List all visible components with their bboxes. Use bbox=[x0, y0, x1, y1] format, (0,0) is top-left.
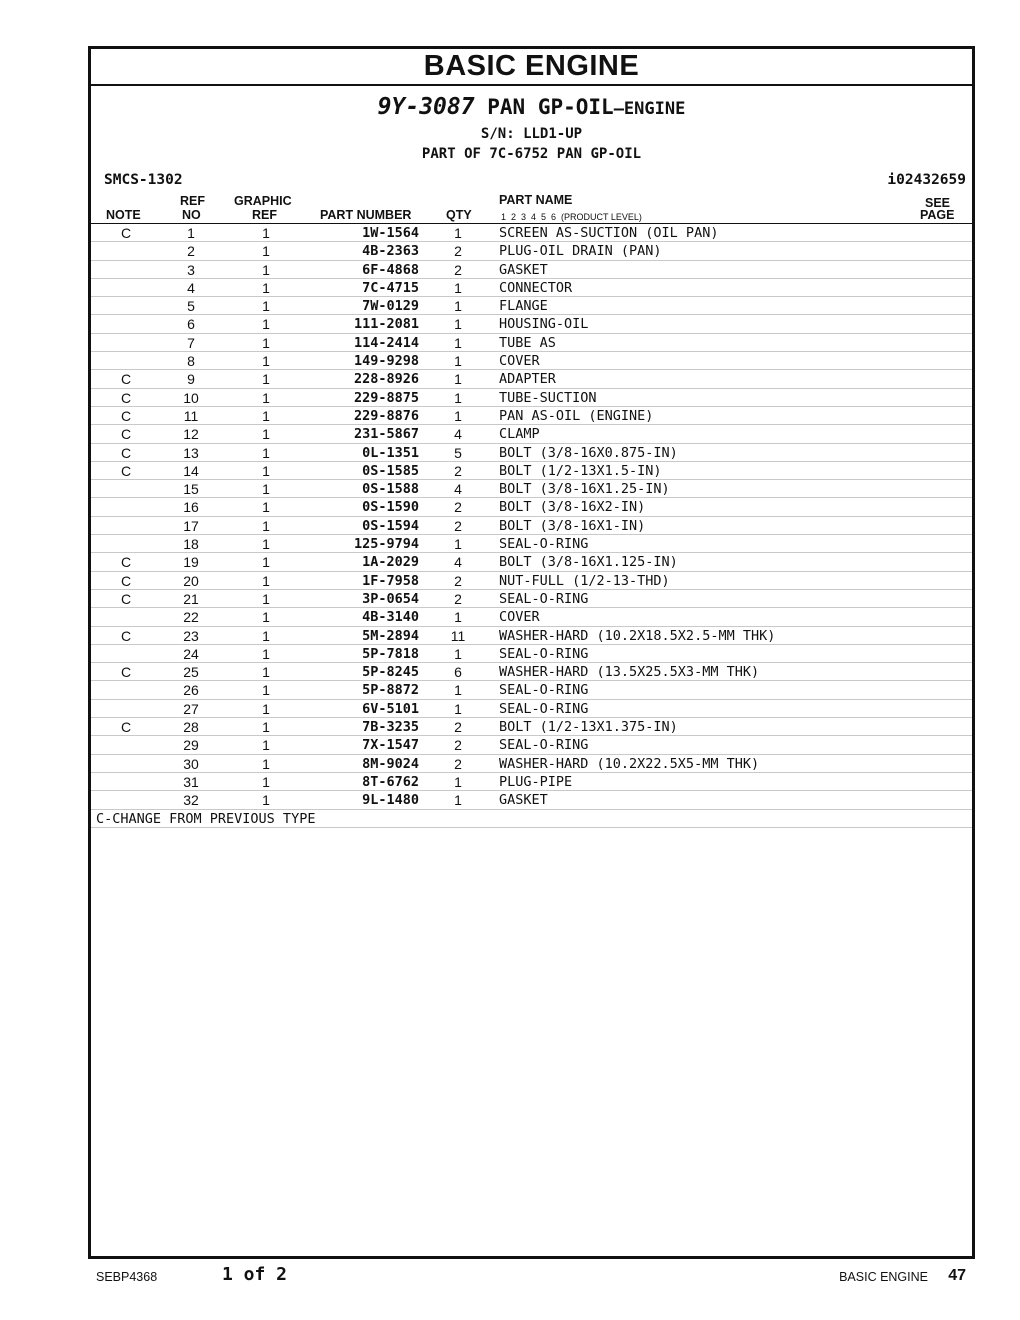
qty-cell: 2 bbox=[454, 590, 462, 607]
graphic-ref-cell: 1 bbox=[262, 627, 270, 644]
col-part-name: PART NAME bbox=[499, 193, 573, 207]
graphic-ref-cell: 1 bbox=[262, 645, 270, 662]
qty-cell: 1 bbox=[454, 353, 462, 370]
table-row bbox=[91, 389, 972, 407]
qty-cell: 11 bbox=[450, 627, 466, 644]
part-name-cell: SEAL-O-RING bbox=[499, 682, 589, 699]
note-cell: C bbox=[120, 462, 132, 479]
ref-no-cell: 13 bbox=[183, 444, 199, 461]
col-see-top: SEE bbox=[925, 196, 951, 210]
qty-cell: 4 bbox=[454, 426, 462, 443]
part-number-cell: 231-5867 bbox=[353, 426, 419, 443]
part-name-cell: PAN AS-OIL (ENGINE) bbox=[499, 407, 654, 424]
part-name-cell: CONNECTOR bbox=[499, 279, 573, 296]
table-row bbox=[91, 224, 972, 242]
table-row bbox=[91, 370, 972, 388]
footnote: C-CHANGE FROM PREVIOUS TYPE bbox=[91, 810, 972, 828]
qty-cell: 2 bbox=[454, 261, 462, 278]
ref-no-cell: 2 bbox=[187, 243, 195, 260]
graphic-ref-cell: 1 bbox=[262, 700, 270, 717]
table-row bbox=[91, 608, 972, 626]
qty-cell: 5 bbox=[454, 444, 462, 461]
table-row bbox=[91, 681, 972, 699]
graphic-ref-cell: 1 bbox=[262, 243, 270, 260]
note-cell: C bbox=[120, 590, 132, 607]
graphic-ref-cell: 1 bbox=[262, 261, 270, 278]
note-cell: C bbox=[120, 554, 132, 571]
part-number-cell: 8T-6762 bbox=[362, 773, 419, 790]
graphic-ref-cell: 1 bbox=[262, 664, 270, 681]
qty-cell: 1 bbox=[454, 334, 462, 351]
ref-no-cell: 4 bbox=[187, 279, 195, 296]
table-row bbox=[91, 334, 972, 352]
col-qty: QTY bbox=[446, 208, 472, 222]
graphic-ref-cell: 1 bbox=[262, 371, 270, 388]
footer-section: BASIC ENGINE bbox=[839, 1270, 928, 1284]
part-number-cell: 7B-3235 bbox=[362, 719, 419, 736]
table-row bbox=[91, 297, 972, 315]
ref-no-cell: 3 bbox=[187, 261, 195, 278]
part-number-cell: 0S-1588 bbox=[362, 481, 419, 498]
graphic-ref-cell: 1 bbox=[262, 572, 270, 589]
part-number-cell: 111-2081 bbox=[353, 316, 419, 333]
part-name-cell: PLUG-OIL DRAIN (PAN) bbox=[499, 243, 662, 260]
section-title: BASIC ENGINE bbox=[91, 49, 972, 86]
table-row bbox=[91, 791, 972, 809]
ref-no-cell: 17 bbox=[183, 517, 199, 534]
ref-no-cell: 14 bbox=[183, 462, 199, 479]
table-row bbox=[91, 663, 972, 681]
part-number-cell: 4B-2363 bbox=[362, 243, 419, 260]
table-row bbox=[91, 462, 972, 480]
ref-no-cell: 15 bbox=[183, 481, 199, 498]
table-row bbox=[91, 407, 972, 425]
part-number-cell: 9L-1480 bbox=[362, 792, 419, 809]
note-cell: C bbox=[120, 389, 132, 406]
qty-cell: 2 bbox=[454, 243, 462, 260]
graphic-ref-cell: 1 bbox=[262, 755, 270, 772]
part-name-cell: BOLT (3/8-16X2-IN) bbox=[499, 499, 646, 516]
table-row bbox=[91, 700, 972, 718]
part-name-cell: BOLT (1/2-13X1.5-IN) bbox=[499, 462, 662, 479]
graphic-ref-cell: 1 bbox=[262, 517, 270, 534]
note-cell: C bbox=[120, 426, 132, 443]
graphic-ref-cell: 1 bbox=[262, 536, 270, 553]
group-title bbox=[91, 94, 972, 122]
part-number-cell: 229-8876 bbox=[353, 407, 419, 424]
qty-cell: 1 bbox=[454, 609, 462, 626]
graphic-ref-cell: 1 bbox=[262, 554, 270, 571]
part-number-cell: 6V-5101 bbox=[362, 700, 419, 717]
part-name-cell: GASKET bbox=[499, 261, 548, 278]
serial-range: S/N: LLD1-UP bbox=[480, 126, 583, 142]
table-row bbox=[91, 261, 972, 279]
part-number-cell: 6F-4868 bbox=[362, 261, 419, 278]
graphic-ref-cell: 1 bbox=[262, 298, 270, 315]
table-row bbox=[91, 517, 972, 535]
ref-no-cell: 10 bbox=[183, 389, 199, 406]
qty-cell: 1 bbox=[454, 700, 462, 717]
ref-no-cell: 31 bbox=[183, 773, 199, 790]
part-name-cell: SEAL-O-RING bbox=[499, 536, 589, 553]
qty-cell: 2 bbox=[454, 517, 462, 534]
table-row bbox=[91, 425, 972, 443]
table-row bbox=[91, 352, 972, 370]
qty-cell: 1 bbox=[454, 316, 462, 333]
qty-cell: 6 bbox=[454, 664, 462, 681]
note-cell: C bbox=[120, 407, 132, 424]
note-cell: C bbox=[120, 444, 132, 461]
ref-no-cell: 32 bbox=[183, 792, 199, 809]
qty-cell: 1 bbox=[454, 792, 462, 809]
part-name-cell: WASHER-HARD (10.2X18.5X2.5-MM THK) bbox=[499, 627, 776, 644]
col-note: NOTE bbox=[106, 208, 141, 222]
graphic-ref-cell: 1 bbox=[262, 773, 270, 790]
col-ref-top: REF bbox=[180, 194, 205, 208]
part-name-cell: FLANGE bbox=[499, 298, 548, 315]
part-name-cell: HOUSING-OIL bbox=[499, 316, 589, 333]
part-of: PART OF 7C-6752 PAN GP-OIL bbox=[421, 146, 642, 162]
part-number-cell: 1A-2029 bbox=[362, 554, 419, 571]
graphic-ref-cell: 1 bbox=[262, 389, 270, 406]
table-row bbox=[91, 535, 972, 553]
part-name-cell: BOLT (3/8-16X1.25-IN) bbox=[499, 481, 670, 498]
qty-cell: 1 bbox=[454, 389, 462, 406]
graphic-ref-cell: 1 bbox=[262, 481, 270, 498]
col-graphic-top: GRAPHIC bbox=[234, 194, 292, 208]
col-product-levels: 1 2 3 4 5 6 (PRODUCT LEVEL) bbox=[501, 212, 642, 222]
part-name-cell: SEAL-O-RING bbox=[499, 590, 589, 607]
ref-no-cell: 30 bbox=[183, 755, 199, 772]
ref-no-cell: 28 bbox=[183, 719, 199, 736]
parts-page-frame bbox=[88, 46, 975, 1259]
doc-id: SEBP4368 bbox=[96, 1270, 158, 1284]
part-number-cell: 0S-1590 bbox=[362, 499, 419, 516]
part-name-cell: COVER bbox=[499, 609, 540, 626]
graphic-ref-cell: 1 bbox=[262, 609, 270, 626]
qty-cell: 2 bbox=[454, 737, 462, 754]
qty-cell: 4 bbox=[454, 554, 462, 571]
table-row bbox=[91, 553, 972, 571]
note-cell: C bbox=[120, 225, 132, 241]
part-number-cell: 3P-0654 bbox=[362, 590, 419, 607]
table-row bbox=[91, 590, 972, 608]
part-name-cell: PLUG-PIPE bbox=[499, 773, 573, 790]
table-row bbox=[91, 645, 972, 663]
graphic-ref-cell: 1 bbox=[262, 444, 270, 461]
part-number-cell: 114-2414 bbox=[353, 334, 419, 351]
table-row bbox=[91, 498, 972, 516]
table-row bbox=[91, 773, 972, 791]
note-cell: C bbox=[120, 719, 132, 736]
part-number-cell: 7C-4715 bbox=[362, 279, 419, 296]
table-row bbox=[91, 755, 972, 773]
qty-cell: 1 bbox=[454, 298, 462, 315]
graphic-ref-cell: 1 bbox=[262, 462, 270, 479]
part-name-cell: COVER bbox=[499, 353, 540, 370]
part-number-cell: 1W-1564 bbox=[362, 225, 419, 241]
qty-cell: 2 bbox=[454, 462, 462, 479]
part-number-cell: 8M-9024 bbox=[362, 755, 419, 772]
part-name-cell: SEAL-O-RING bbox=[499, 700, 589, 717]
qty-cell: 1 bbox=[454, 407, 462, 424]
part-name-cell: BOLT (1/2-13X1.375-IN) bbox=[499, 719, 678, 736]
ref-no-cell: 16 bbox=[183, 499, 199, 516]
illustration-id: i02432659 bbox=[887, 172, 966, 188]
ref-no-cell: 9 bbox=[187, 371, 195, 388]
table-row bbox=[91, 242, 972, 260]
part-number-cell: 0S-1594 bbox=[362, 517, 419, 534]
group-header bbox=[91, 94, 972, 164]
part-number-cell: 0L-1351 bbox=[362, 444, 419, 461]
graphic-ref-cell: 1 bbox=[262, 407, 270, 424]
part-number-cell: 5P-7818 bbox=[362, 645, 419, 662]
table-row bbox=[91, 279, 972, 297]
ref-no-cell: 19 bbox=[183, 554, 199, 571]
part-name-cell: TUBE-SUCTION bbox=[499, 389, 597, 406]
part-name-cell: CLAMP bbox=[499, 426, 540, 443]
qty-cell: 1 bbox=[454, 773, 462, 790]
part-number-cell: 1F-7958 bbox=[362, 572, 419, 589]
ref-no-cell: 1 bbox=[187, 225, 195, 241]
ref-no-cell: 29 bbox=[183, 737, 199, 754]
ref-no-cell: 6 bbox=[187, 316, 195, 333]
ref-no-cell: 23 bbox=[183, 627, 199, 644]
qty-cell: 1 bbox=[454, 279, 462, 296]
part-name-cell: BOLT (3/8-16X1.125-IN) bbox=[499, 554, 678, 571]
part-number-cell: 5P-8872 bbox=[362, 682, 419, 699]
part-number-cell: 125-9794 bbox=[353, 536, 419, 553]
ref-no-cell: 18 bbox=[183, 536, 199, 553]
column-headers bbox=[91, 194, 972, 224]
graphic-ref-cell: 1 bbox=[262, 334, 270, 351]
table-row bbox=[91, 480, 972, 498]
ref-no-cell: 7 bbox=[187, 334, 195, 351]
page-number: 47 bbox=[948, 1267, 966, 1284]
parts-table bbox=[91, 224, 972, 810]
qty-cell: 2 bbox=[454, 755, 462, 772]
graphic-ref-cell: 1 bbox=[262, 279, 270, 296]
note-cell: C bbox=[120, 664, 132, 681]
part-number-cell: 7X-1547 bbox=[362, 737, 419, 754]
graphic-ref-cell: 1 bbox=[262, 719, 270, 736]
graphic-ref-cell: 1 bbox=[262, 737, 270, 754]
qty-cell: 1 bbox=[454, 645, 462, 662]
part-name-cell: WASHER-HARD (13.5X25.5X3-MM THK) bbox=[499, 664, 760, 681]
part-name-cell: SCREEN AS-SUCTION (OIL PAN) bbox=[499, 225, 719, 241]
part-number-cell: 149-9298 bbox=[353, 353, 419, 370]
part-number-cell: 7W-0129 bbox=[362, 298, 419, 315]
ref-no-cell: 24 bbox=[183, 645, 199, 662]
part-name-cell: NUT-FULL (1/2-13-THD) bbox=[499, 572, 670, 589]
qty-cell: 2 bbox=[454, 719, 462, 736]
ref-no-cell: 27 bbox=[183, 700, 199, 717]
page-footer bbox=[96, 1264, 970, 1288]
group-part-number: 9Y-3087 bbox=[377, 94, 475, 120]
col-part-number: PART NUMBER bbox=[320, 208, 412, 222]
part-name-cell: ADAPTER bbox=[499, 371, 556, 388]
part-name-cell: SEAL-O-RING bbox=[499, 645, 589, 662]
graphic-ref-cell: 1 bbox=[262, 225, 270, 241]
ref-no-cell: 11 bbox=[183, 407, 199, 424]
qty-cell: 1 bbox=[454, 371, 462, 388]
table-row bbox=[91, 572, 972, 590]
qty-cell: 1 bbox=[454, 682, 462, 699]
qty-cell: 1 bbox=[454, 536, 462, 553]
smcs-row bbox=[91, 172, 972, 192]
part-name-cell: TUBE AS bbox=[499, 334, 556, 351]
col-ref-bottom: NO bbox=[182, 208, 201, 222]
ref-no-cell: 26 bbox=[183, 682, 199, 699]
part-number-cell: 228-8926 bbox=[353, 371, 419, 388]
part-name-cell: BOLT (3/8-16X1-IN) bbox=[499, 517, 646, 534]
ref-no-cell: 21 bbox=[183, 590, 199, 607]
qty-cell: 2 bbox=[454, 572, 462, 589]
table-row bbox=[91, 315, 972, 333]
ref-no-cell: 20 bbox=[183, 572, 199, 589]
part-name-cell: SEAL-O-RING bbox=[499, 737, 589, 754]
table-row bbox=[91, 627, 972, 645]
part-name-cell: BOLT (3/8-16X0.875-IN) bbox=[499, 444, 678, 461]
table-row bbox=[91, 444, 972, 462]
graphic-ref-cell: 1 bbox=[262, 499, 270, 516]
ref-no-cell: 8 bbox=[187, 353, 195, 370]
part-number-cell: 4B-3140 bbox=[362, 609, 419, 626]
page-of: 1 of 2 bbox=[222, 1264, 288, 1285]
ref-no-cell: 25 bbox=[183, 664, 199, 681]
note-cell: C bbox=[120, 572, 132, 589]
part-number-cell: 5M-2894 bbox=[362, 627, 419, 644]
graphic-ref-cell: 1 bbox=[262, 316, 270, 333]
ref-no-cell: 5 bbox=[187, 298, 195, 315]
col-graphic-bottom: REF bbox=[252, 208, 277, 222]
part-number-cell: 229-8875 bbox=[353, 389, 419, 406]
group-suffix: —ENGINE bbox=[613, 99, 686, 119]
qty-cell: 2 bbox=[454, 499, 462, 516]
part-name-cell: WASHER-HARD (10.2X22.5X5-MM THK) bbox=[499, 755, 760, 772]
note-cell: C bbox=[120, 371, 132, 388]
part-number-cell: 0S-1585 bbox=[362, 462, 419, 479]
part-name-cell: GASKET bbox=[499, 792, 548, 809]
ref-no-cell: 12 bbox=[183, 426, 199, 443]
table-row bbox=[91, 736, 972, 754]
smcs-code: SMCS-1302 bbox=[104, 172, 183, 188]
col-see-bottom: PAGE bbox=[920, 208, 955, 222]
group-name: PAN GP-OIL bbox=[487, 95, 614, 119]
graphic-ref-cell: 1 bbox=[262, 682, 270, 699]
qty-cell: 1 bbox=[454, 225, 462, 241]
note-cell: C bbox=[120, 627, 132, 644]
graphic-ref-cell: 1 bbox=[262, 590, 270, 607]
graphic-ref-cell: 1 bbox=[262, 426, 270, 443]
graphic-ref-cell: 1 bbox=[262, 353, 270, 370]
table-row bbox=[91, 718, 972, 736]
graphic-ref-cell: 1 bbox=[262, 792, 270, 809]
ref-no-cell: 22 bbox=[183, 609, 199, 626]
part-number-cell: 5P-8245 bbox=[362, 664, 419, 681]
qty-cell: 4 bbox=[454, 481, 462, 498]
